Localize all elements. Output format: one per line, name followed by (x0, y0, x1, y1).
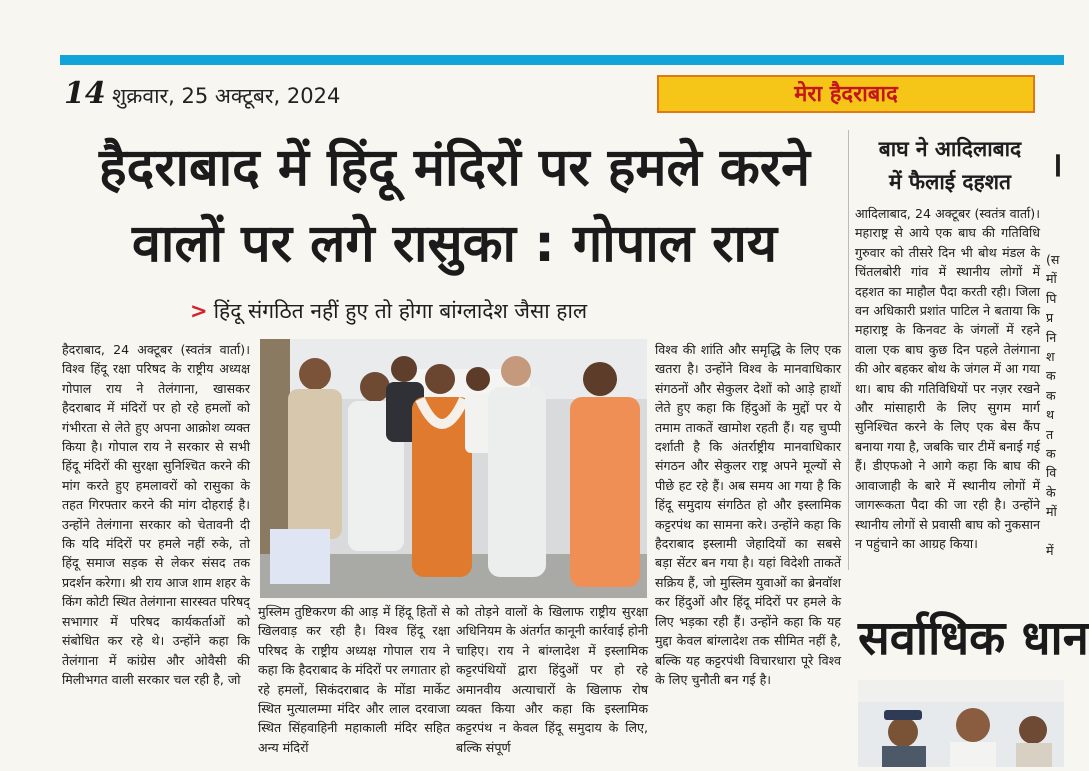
article-column-4: विश्व की शांति और समृद्धि के लिए एक खतरा है। उन्होंने विश्व के मानवाधिकार संगठनों और सेकुलर देशों को आड़े हाथों लेते हुए कहा कि हिंदुओं के मुद्दों पर ये तमाम ताकतें खामोश रहती हैं। यह चुप्पी दर्शाती है कि अंतर्राष्ट्रीय मानवाधिकार संगठन और सेकुलर राष्ट्र अपने मूल्यों से पीछे हट रहे हैं। अब समय आ गया है कि हिंदू समुदाय संगठित हो और इस्लामिक कट्टरपंथ का सामना करे। उन्होंने कहा कि हैदराबाद इस्लामी जेहादियों का सबसे बड़ा सेंटर बन गया है। यहां विदेशी ताकतें सक्रिय हैं, जो मुस्लिम युवाओं का ब्रेनवॉश कर हिंदुओं और हिंदू मंदिरों पर हमले के लिए भड़का रही हैं। उन्होंने कहा कि यह मुद्दा केवल बांग्लादेश तक सीमित नहीं है, बल्कि यह कट्टरपंथी विचारधारा पूरे विश्व के लिए चुनौती बन गई है। (655, 342, 841, 687)
next-story-banner (858, 607, 1089, 671)
fragment-line: नि (1046, 329, 1057, 345)
headline-line-2: वालों पर लगे रासुका : गोपाल राय (131, 214, 778, 274)
fragment-line: त (1046, 426, 1054, 442)
fragment-line: पि (1046, 290, 1057, 306)
subheadline-text: हिंदू संगठित नहीं हुए तो होगा बांग्लादेश जैसा हाल (213, 299, 588, 323)
top-color-bar (60, 55, 1064, 65)
fragment-line: थ (1046, 407, 1055, 423)
main-headline (62, 130, 847, 282)
fragment-line: मों (1046, 271, 1057, 287)
headline-line-1: हैदराबाद में हिंदू मंदिरों पर हमले करने (99, 138, 810, 198)
issue-date: शुक्रवार, 25 अक्टूबर, 2024 (112, 84, 341, 108)
column-divider (848, 130, 849, 570)
fragment-line: (स (1046, 252, 1060, 267)
sidebar-article-body: आदिलाबाद, 24 अक्टूबर (स्वतंत्र वार्ता)। महाराष्ट्र से आये एक बाघ की गतिविधि गुरुवार को तीसरे दिन भी बोथ मंडल के चिंतलबोरी गांव में स्थानीय लोगों में दहशत का माहौल पैदा करती रही। जिला वन अधिकारी प्रशांत पाटिल ने बताया कि महाराष्ट्र के किनवट के जंगलों में रहने वाला एक बाघ कुछ दिन पहले तेलंगाना की ओर बहकर बोथ के जंगल में आ गया था। बाघ की गतिविधियों पर नज़र रखने और मांसाहारी के लिए सुगम मार्ग सुनिश्चित करने के लिए एक बेस कैंप बनाया गया है, जबकि चार टीमें बनाई गई हैं। डीएफओ ने आगे कहा कि बाघ की आवाजाही के बारे में स्थानीय लोगों में जागरूकता पैदा की जा रही है। उन्होंने स्थानीय लोगों से प्रवासी बाघ को नुकसान न पहुंचाने का आग्रह किया। (855, 206, 1040, 551)
fragment-line: क (1046, 446, 1056, 462)
fragment-line: क (1046, 368, 1056, 384)
article-column-1: हैदराबाद, 24 अक्टूबर (स्वतंत्र वार्ता)। विश्व हिंदू रक्षा परिषद के राष्ट्रीय अध्यक्ष गोपाल राय ने तेलंगाना, खासकर हैदराबाद में मंदिरों पर हो रहे हमलों को गंभीरता से लेते हुए अपना आक्रोश व्यक्त किया है। गोपाल राय ने सरकार से सभी हिंदू मंदिरों की सुरक्षा सुनिश्चित करने की मांग करते हुए हमलावरों को रासुका के तहत गिरफ्तार करने की मांग दोहराई है। उन्होंने तेलंगाना सरकार को चेतावनी दी कि यदि मंदिरों पर हमले नहीं रुके, तो हिंदू समाज सड़क से लेकर संसद तक प्रदर्शन करेगा। श्री राय आज शाम शहर के किंग कोटी स्थित तेलंगाना सारस्वत परिषद् सभागार में परिषद कार्यकर्ताओं को संबोधित कर रहे थे। उन्होंने कहा कि तेलंगाना में कांग्रेस और ओवैसी की मिलीभगत वाली सरकार चल रही है, जो (62, 342, 250, 687)
section-title: मेरा हैदराबाद (794, 81, 898, 107)
cropped-column-fragment (1046, 250, 1064, 561)
bottom-photo (858, 680, 1064, 767)
fragment-line: के (1046, 484, 1056, 500)
article-column-2: मुस्लिम तुष्टिकरण की आड़ में हिंदू हितों से खिलवाड़ कर रही है। विश्व हिंदू रक्षा परिषद के राष्ट्रीय अध्यक्ष गोपाल राय ने कहा कि हैदराबाद के मंदिरों पर लगातार हो रहे हमलों, सिकंदराबाद के मोंडा मार्केट स्थित मुत्यालम्मा मंदिर और लाल दरवाजा स्थित सिंहवाहिनी महाकाली मंदिर सहित अन्य मंदिरों (258, 604, 450, 755)
fragment-line: में (1046, 543, 1054, 559)
person-figure (488, 356, 546, 577)
news-photo (260, 339, 647, 598)
group-photo-image (260, 339, 647, 598)
officials-photo-image (858, 680, 1064, 767)
arrow-icon: > (190, 299, 208, 323)
sidebar-headline (855, 133, 1045, 199)
fragment-line: मों (1046, 504, 1057, 520)
page-number: 14 (64, 76, 106, 111)
fragment-line: श (1046, 349, 1055, 365)
fragment-line (1046, 522, 1064, 541)
sidebar-headline-line-2: में फैलाई दहशत (889, 170, 1011, 194)
section-banner (657, 75, 1035, 113)
article-column-3: को तोड़ने वालों के खिलाफ राष्ट्रीय सुरक्षा अधिनियम के अंतर्गत कानूनी कार्रवाई होनी चाहिए। राय ने बांग्लादेश में इस्लामिक कट्टरपंथियों द्वारा हिंदुओं पर हो रहे अमानवीय अत्याचारों के खिलाफ रोष व्यक्त किया और कहा कि इस्लामिक कट्टरपंथ न केवल हिंदू समुदाय के लिए, बल्कि संपूर्ण (456, 604, 648, 755)
fragment-line: क (1046, 387, 1056, 403)
sidebar-headline-line-1: बाघ ने आदिलाबाद (878, 137, 1022, 161)
fragment-line: प्र (1046, 310, 1054, 326)
page-header (60, 76, 660, 112)
cropped-headline-fragment: । (1050, 145, 1063, 185)
subheadline (190, 296, 750, 326)
fragment-line: वि (1046, 465, 1057, 481)
next-story-banner-text: सर्वाधिक धान (858, 611, 1089, 666)
